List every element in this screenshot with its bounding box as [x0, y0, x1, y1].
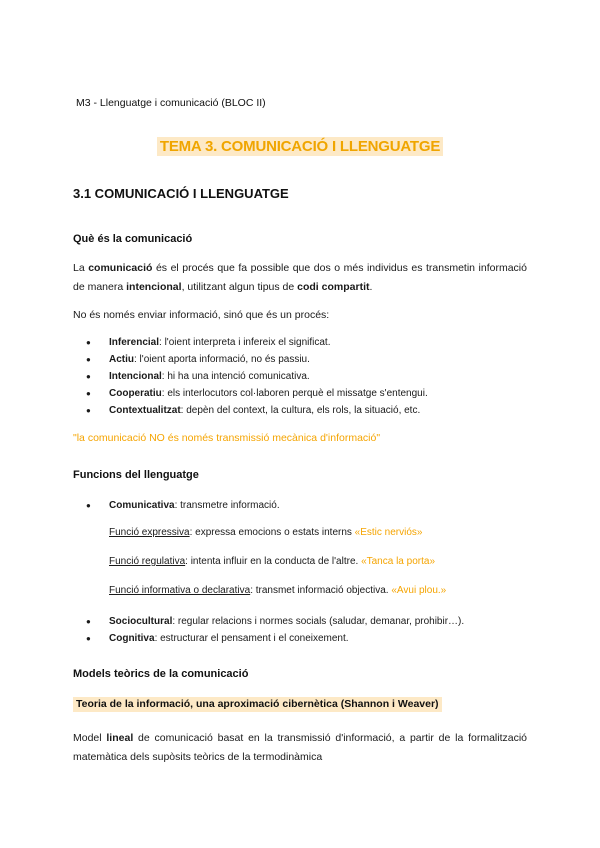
- subfunction-example: «Avui plou.»: [391, 585, 447, 596]
- subfunction-item: [109, 585, 446, 596]
- list-item-desc: : transmetre informació.: [174, 500, 280, 511]
- list-item-desc: : l'oient interpreta i infereix el significat.: [159, 337, 331, 348]
- definition-bold-term: intencional: [126, 281, 182, 293]
- list-item-term: Cooperatiu: [109, 388, 162, 399]
- subfunction-desc: : intenta influir en la conducta de l'altre.: [185, 556, 362, 567]
- list-item-term: Comunicativa: [109, 500, 175, 511]
- definition-text: , utilitzant algun tipus de: [181, 281, 298, 293]
- document-header: M3 - Llenguatge i comunicació (BLOC II): [76, 97, 266, 109]
- functions-list: [73, 497, 533, 514]
- definition-text: .: [369, 281, 373, 293]
- functions-heading: Funcions del llenguatge: [73, 469, 199, 481]
- list-item: [73, 630, 533, 647]
- list-item: [73, 368, 533, 385]
- list-item-desc: : estructurar el pensament i el coneixement.: [154, 633, 349, 644]
- theory-heading: Teoria de la informació, una aproximació cibernètica (Shannon i Weaver): [73, 697, 442, 712]
- definition-paragraph: [73, 259, 527, 297]
- models-heading: Models teòrics de la comunicació: [73, 668, 249, 680]
- list-item-desc: : l'oient aporta informació, no és passiu.: [134, 354, 310, 365]
- list-item-term: Inferencial: [109, 337, 160, 348]
- list-item-term: Cognitiva: [109, 633, 155, 644]
- subfunction-desc: : expressa emocions o estats interns: [189, 527, 355, 538]
- model-text: de comunicació basat en la transmissió d'informació, a partir de la formalització matemàtica dels supòsits teòrics de la termodinàmica: [73, 732, 527, 763]
- list-item-term: Contextualitzat: [109, 405, 181, 416]
- list-item-desc: : depèn del context, la cultura, els rols, la situació, etc.: [180, 405, 421, 416]
- list-item: [73, 402, 533, 419]
- definition-bold-term: codi compartit: [297, 281, 370, 293]
- model-text: Model: [73, 732, 107, 744]
- more-functions-list: [73, 613, 533, 647]
- list-item: [73, 334, 533, 351]
- subfunction-name: Funció informativa o declarativa: [109, 585, 251, 596]
- list-item: [73, 385, 533, 402]
- subfunction-example: «Tanca la porta»: [361, 556, 436, 567]
- definition-text: La: [73, 262, 89, 274]
- subfunction-example: «Estic nerviós»: [354, 527, 423, 538]
- list-item-desc: : els interlocutors col·laboren perquè el missatge s'entengui.: [161, 388, 428, 399]
- list-item: [73, 497, 533, 514]
- document-title: TEMA 3. COMUNICACIÓ I LLENGUATGE: [157, 137, 443, 156]
- list-item: [73, 613, 533, 630]
- what-heading: Què és la comunicació: [73, 233, 193, 245]
- section-title: 3.1 COMUNICACIÓ I LLENGUATGE: [73, 186, 289, 201]
- subfunction-item: [109, 527, 422, 538]
- process-list: [73, 334, 533, 419]
- title-container: [0, 137, 600, 156]
- model-bold-term: lineal: [106, 732, 134, 744]
- list-item-desc: : hi ha una intenció comunicativa.: [161, 371, 310, 382]
- quote-text: "la comunicació NO és només transmissió mecànica d'informació": [73, 432, 381, 444]
- not-only-paragraph: No és només enviar informació, sinó que és un procés:: [73, 309, 330, 321]
- definition-bold-term: comunicació: [88, 262, 153, 274]
- list-item-term: Sociocultural: [109, 616, 173, 627]
- definition-text: és el procés que fa possible que dos o més individus es transmetin informació de manera: [73, 262, 527, 293]
- list-item-term: Actiu: [109, 354, 134, 365]
- subfunction-item: [109, 556, 435, 567]
- list-item-term: Intencional: [109, 371, 162, 382]
- list-item: [73, 351, 533, 368]
- subfunction-name: Funció expressiva: [109, 527, 190, 538]
- subfunction-desc: : transmet informació objectiva.: [250, 585, 392, 596]
- subfunction-name: Funció regulativa: [109, 556, 186, 567]
- model-paragraph: [73, 729, 527, 767]
- list-item-desc: : regular relacions i normes socials (saludar, demanar, prohibir…).: [172, 616, 465, 627]
